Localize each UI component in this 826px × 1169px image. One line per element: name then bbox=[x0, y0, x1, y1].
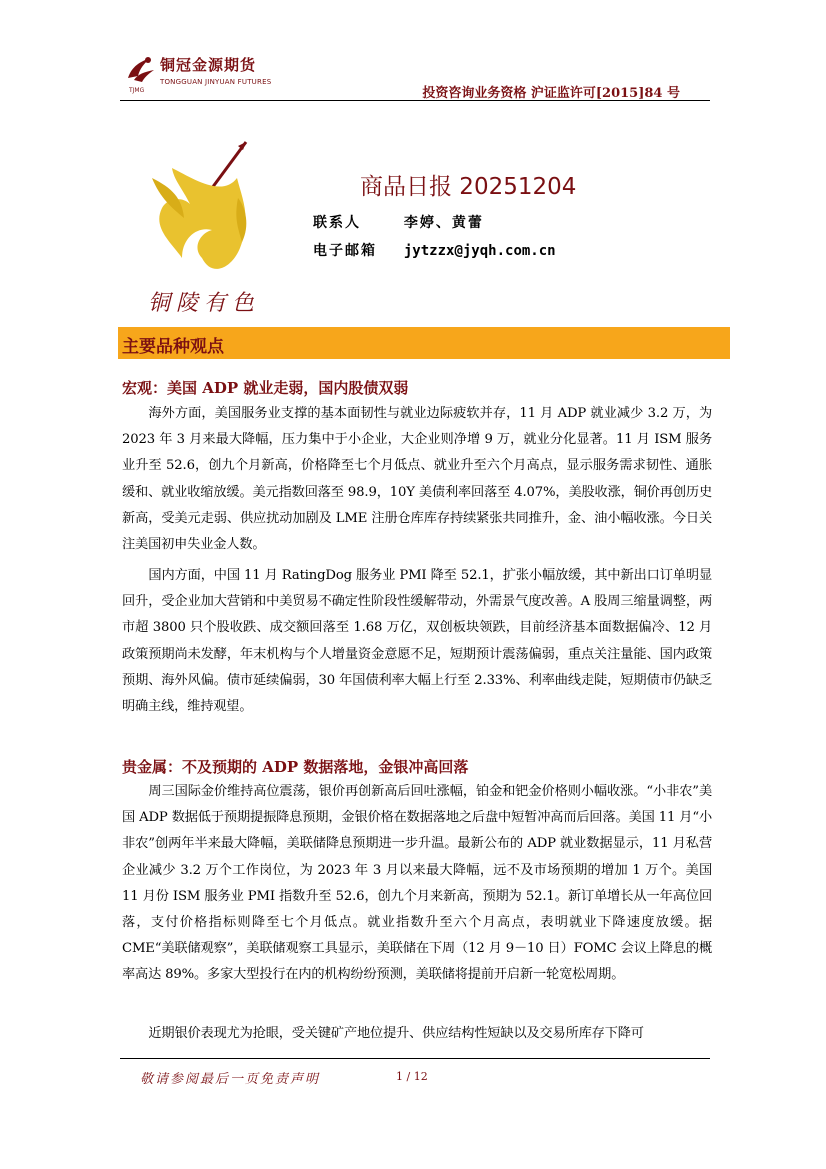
contact-label: 联系人 bbox=[313, 215, 361, 231]
section-header bbox=[118, 327, 730, 359]
email-link[interactable]: jytzzx@jyqh.com.cn bbox=[403, 243, 556, 259]
email-row bbox=[313, 240, 556, 260]
report-title: 商品日报 20251204 bbox=[360, 174, 577, 200]
logo-mark-icon bbox=[124, 52, 158, 86]
section-title: 主要品种观点 bbox=[122, 337, 224, 357]
macro-paragraph-2: 国内方面，中国 11 月 RatingDog 服务业 PMI 降至 52.1，扩张小幅放缓，其中新出口订单明显回升，受企业加大营销和中美贸易不确定性阶段性缓解带动，外需景气度改善。A 股周三缩量调整，两市超 3800 只个股收跌、成交额回落至 1.68 万亿，双创板块领跌，目前经济基本面数据偏冷、12 月政策预期尚未发酵，年末机构与个人增量资金意愿不足，短期预计震荡偏弱，重点关注量能、国内政策预期、海外风偏。债市延续偏弱，30 年国债利率大幅上行至 2.33%、利率曲线走陡，短期债市仍缺乏明确主线，维持观望。 bbox=[122, 568, 712, 715]
page-number: 1 / 12 bbox=[396, 1070, 428, 1083]
company-name-en: TONGGUAN JINYUAN FUTURES bbox=[160, 78, 272, 86]
company-logo bbox=[124, 52, 274, 98]
metals-paragraph-2: 近期银价表现尤为抢眼，受关键矿产地位提升、供应结构性短缺以及交易所库存下降可 bbox=[148, 1026, 644, 1041]
contact-row bbox=[313, 212, 484, 232]
metals-paragraph-1: 周三国际金价维持高位震荡，银价再创新高后回吐涨幅，铂金和钯金价格则小幅收涨。“小非农”美国 ADP 数据低于预期提振降息预期，金银价格在数据落地之后盘中短暂冲高而后回落。美国 11 月“小非农”创两年半来最大降幅，美联储降息预期进一步升温。最新公布的 ADP 就业数据显示，11 月私营企业减少 3.2 万个工作岗位，为 2023 年 3 月以来最大降幅，远不及市场预期的增加 1 万个。美国 11 月份 ISM 服务业 PMI 指数升至 52.6，创九个月来新高，预期为 52.1。新订单增长从一年高位回落，支付价格指标则降至七个月低点。就业指数升至六个月高点，表明就业下降速度放缓。据 CME“美联储观察”，美联储观察工具显示，美联储在下周（12 月 9－10 日）FOMC 会议上降息的概率高达 89%。多家大型投行在内的机构纷纷预测，美联储将提前开启新一轮宽松周期。 bbox=[122, 784, 712, 983]
metals-heading: 贵金属：不及预期的 ADP 数据落地，金银冲高回落 bbox=[122, 758, 469, 776]
company-name-cn: 铜冠金源期货 bbox=[160, 56, 257, 74]
macro-paragraph-1: 海外方面，美国服务业支撑的基本面韧性与就业边际疲软并存，11 月 ADP 就业减少 3.2 万，为 2023 年 3 月来最大降幅，压力集中于小企业，大企业则净增 9 万，就业分化显著。11 月 ISM 服务业升至 52.6，创九个月新高，价格降至七个月低点、就业升至六个月高点，显示服务需求韧性、通胀缓和、就业收缩放缓。美元指数回落至 98.9，10Y 美债利率回落至 4.07%，美股收涨，铜价再创历史新高，受美元走弱、供应扰动加剧及 LME 注册仓库库存持续紧张共同推升，金、油小幅收涨。今日关注美国初申失业金人数。 bbox=[122, 406, 712, 553]
footer-divider bbox=[120, 1058, 710, 1059]
email-label: 电子邮箱 bbox=[313, 243, 377, 259]
macro-heading: 宏观：美国 ADP 就业走弱，国内股债双弱 bbox=[122, 379, 409, 397]
company-abbr: TJMG bbox=[129, 87, 145, 94]
contact-value: 李婷、黄蕾 bbox=[403, 215, 484, 231]
company-emblem bbox=[142, 138, 272, 318]
emblem-calligraphy: 铜陵有色 bbox=[148, 291, 261, 316]
header-divider bbox=[120, 100, 710, 101]
disclaimer-note: 敬请参阅最后一页免责声明 bbox=[140, 1072, 321, 1087]
license-text: 投资咨询业务资格 沪证监许可[2015]84 号 bbox=[422, 86, 680, 101]
